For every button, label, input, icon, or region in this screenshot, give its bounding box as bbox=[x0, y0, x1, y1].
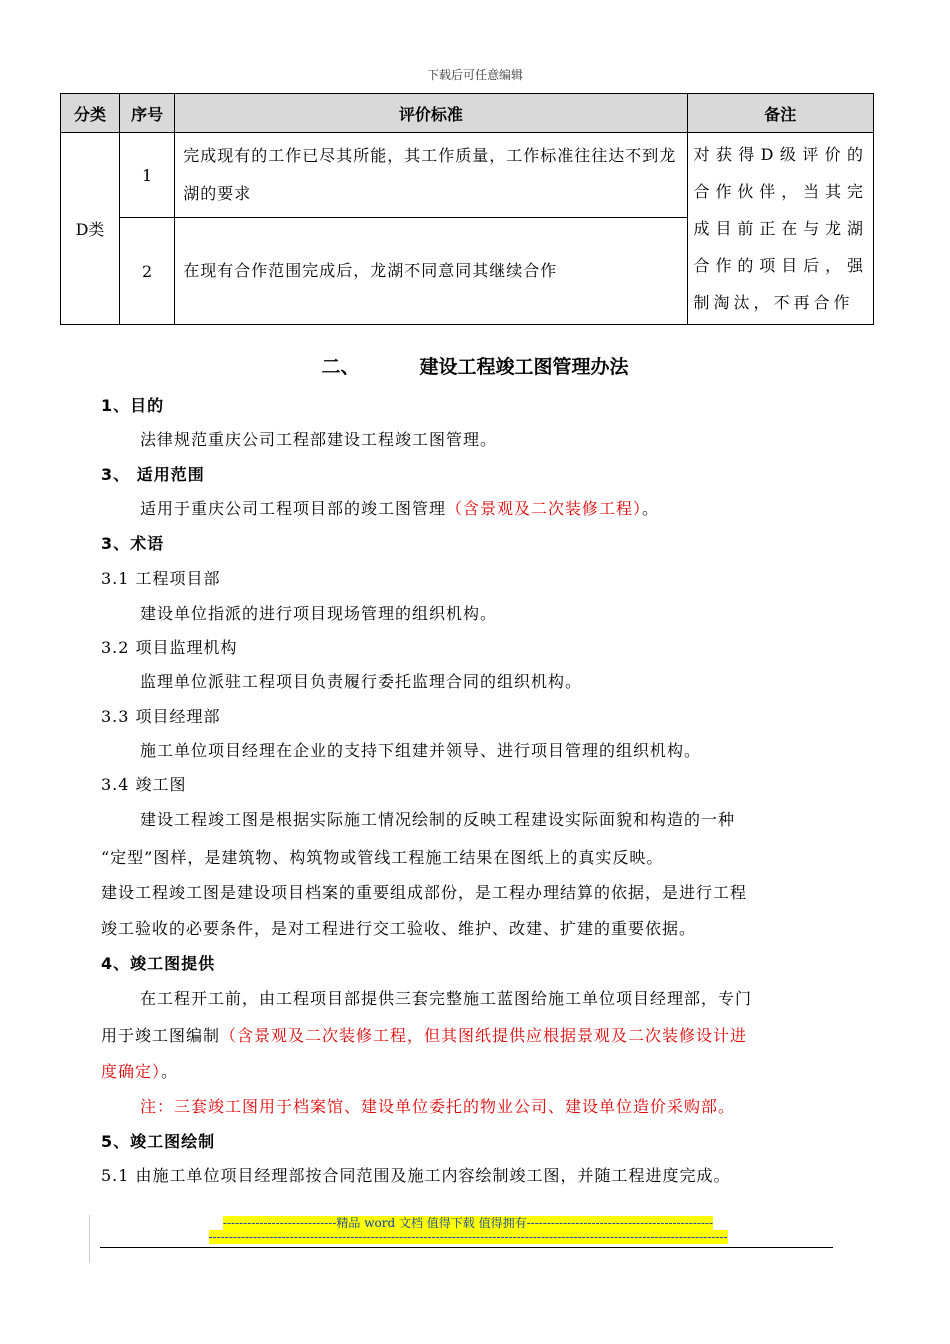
term-3-1: 3.1 工程项目部 bbox=[101, 569, 221, 588]
provision-text-3-red: 度确定） bbox=[101, 1062, 162, 1081]
header-category: 分类 bbox=[61, 94, 120, 133]
heading-drawing: 5、竣工图绘制 bbox=[101, 1132, 216, 1151]
purpose-text: 法律规范重庆公司工程部建设工程竣工图管理。 bbox=[140, 430, 498, 449]
term-3-4-text-2: “定型”图样，是建筑物、构筑物或管线工程施工结果在图纸上的真实反映。 bbox=[101, 848, 664, 867]
section-number: 二、 bbox=[321, 356, 360, 378]
term-3-4-text-4: 竣工验收的必要条件，是对工程进行交工验收、维护、改建、扩建的重要依据。 bbox=[101, 919, 697, 938]
row-number: 1 bbox=[120, 133, 175, 218]
term-3-4: 3.4 竣工图 bbox=[101, 775, 187, 794]
term-3-1-text: 建设单位指派的进行项目现场管理的组织机构。 bbox=[140, 604, 498, 623]
term-3-2: 3.2 项目监理机构 bbox=[101, 638, 238, 657]
header-standard: 评价标准 bbox=[175, 94, 687, 133]
header-note: 备注 bbox=[687, 94, 873, 133]
provision-text-3 bbox=[101, 1059, 178, 1082]
section-title bbox=[0, 352, 950, 379]
term-3-4-text-1: 建设工程竣工图是根据实际施工情况绘制的反映工程建设实际面貌和构造的一种 bbox=[140, 810, 736, 829]
evaluation-table bbox=[60, 93, 874, 325]
term-3-4-text-3: 建设工程竣工图是建设项目档案的重要组成部份，是工程办理结算的依据，是进行工程 bbox=[101, 883, 748, 902]
table-header-row bbox=[61, 94, 874, 133]
section-heading: 建设工程竣工图管理办法 bbox=[419, 356, 629, 378]
scope-text-end: 。 bbox=[642, 499, 660, 518]
table-row bbox=[61, 133, 874, 218]
heading-provision: 4、竣工图提供 bbox=[101, 954, 216, 973]
provision-text-2 bbox=[101, 1023, 747, 1046]
margin-bar bbox=[89, 1215, 90, 1263]
footer-rule bbox=[100, 1247, 833, 1248]
scope-text-red: （含景观及二次装修工程） bbox=[446, 499, 643, 518]
category-cell: D类 bbox=[61, 133, 120, 325]
term-3-3-text: 施工单位项目经理在企业的支持下组建并领导、进行项目管理的组织机构。 bbox=[140, 741, 702, 760]
heading-scope: 3、 适用范围 bbox=[101, 465, 205, 484]
heading-purpose: 1、目的 bbox=[101, 396, 165, 415]
footer-watermark-text: ----------------------------精品 word 文档 值得下载 值得拥有---------------------------------------------- bbox=[222, 1216, 714, 1230]
provision-text-3-end: 。 bbox=[161, 1062, 179, 1081]
term-3-2-text: 监理单位派驻工程项目负责履行委托监理合同的组织机构。 bbox=[140, 672, 583, 691]
footer-watermark-line bbox=[168, 1214, 768, 1231]
footer-dash-line bbox=[168, 1230, 768, 1244]
row-standard: 完成现有的工作已尽其所能，其工作质量，工作标准往往达不到龙湖的要求 bbox=[175, 133, 687, 218]
provision-text-2-red: （含景观及二次装修工程，但其图纸提供应根据景观及二次装修设计进 bbox=[220, 1026, 748, 1045]
scope-text-main: 适用于重庆公司工程项目部的竣工图管理 bbox=[140, 499, 447, 518]
provision-text-2-main: 用于竣工图编制 bbox=[101, 1026, 221, 1045]
scope-text bbox=[140, 496, 659, 519]
drawing-5-1: 5.1 由施工单位项目经理部按合同范围及施工内容绘制竣工图，并随工程进度完成。 bbox=[101, 1166, 731, 1185]
header-note: 下载后可任意编辑 bbox=[426, 68, 523, 82]
heading-terms: 3、术语 bbox=[101, 534, 165, 553]
row-standard: 在现有合作范围完成后，龙湖不同意同其继续合作 bbox=[175, 218, 687, 325]
header-number: 序号 bbox=[120, 94, 175, 133]
note-cell: 对获得D级评价的合作伙伴，当其完成目前正在与龙湖合作的项目后，强制淘汰，不再合作 bbox=[687, 133, 873, 325]
footer-dash-text: -------------------------------------------------------------------------------------------------------------------------------- bbox=[208, 1230, 728, 1244]
provision-note: 注：三套竣工图用于档案馆、建设单位委托的物业公司、建设单位造价采购部。 bbox=[140, 1097, 736, 1116]
provision-text-1: 在工程开工前，由工程项目部提供三套完整施工蓝图给施工单位项目经理部，专门 bbox=[140, 989, 753, 1008]
row-number: 2 bbox=[120, 218, 175, 325]
term-3-3: 3.3 项目经理部 bbox=[101, 707, 221, 726]
